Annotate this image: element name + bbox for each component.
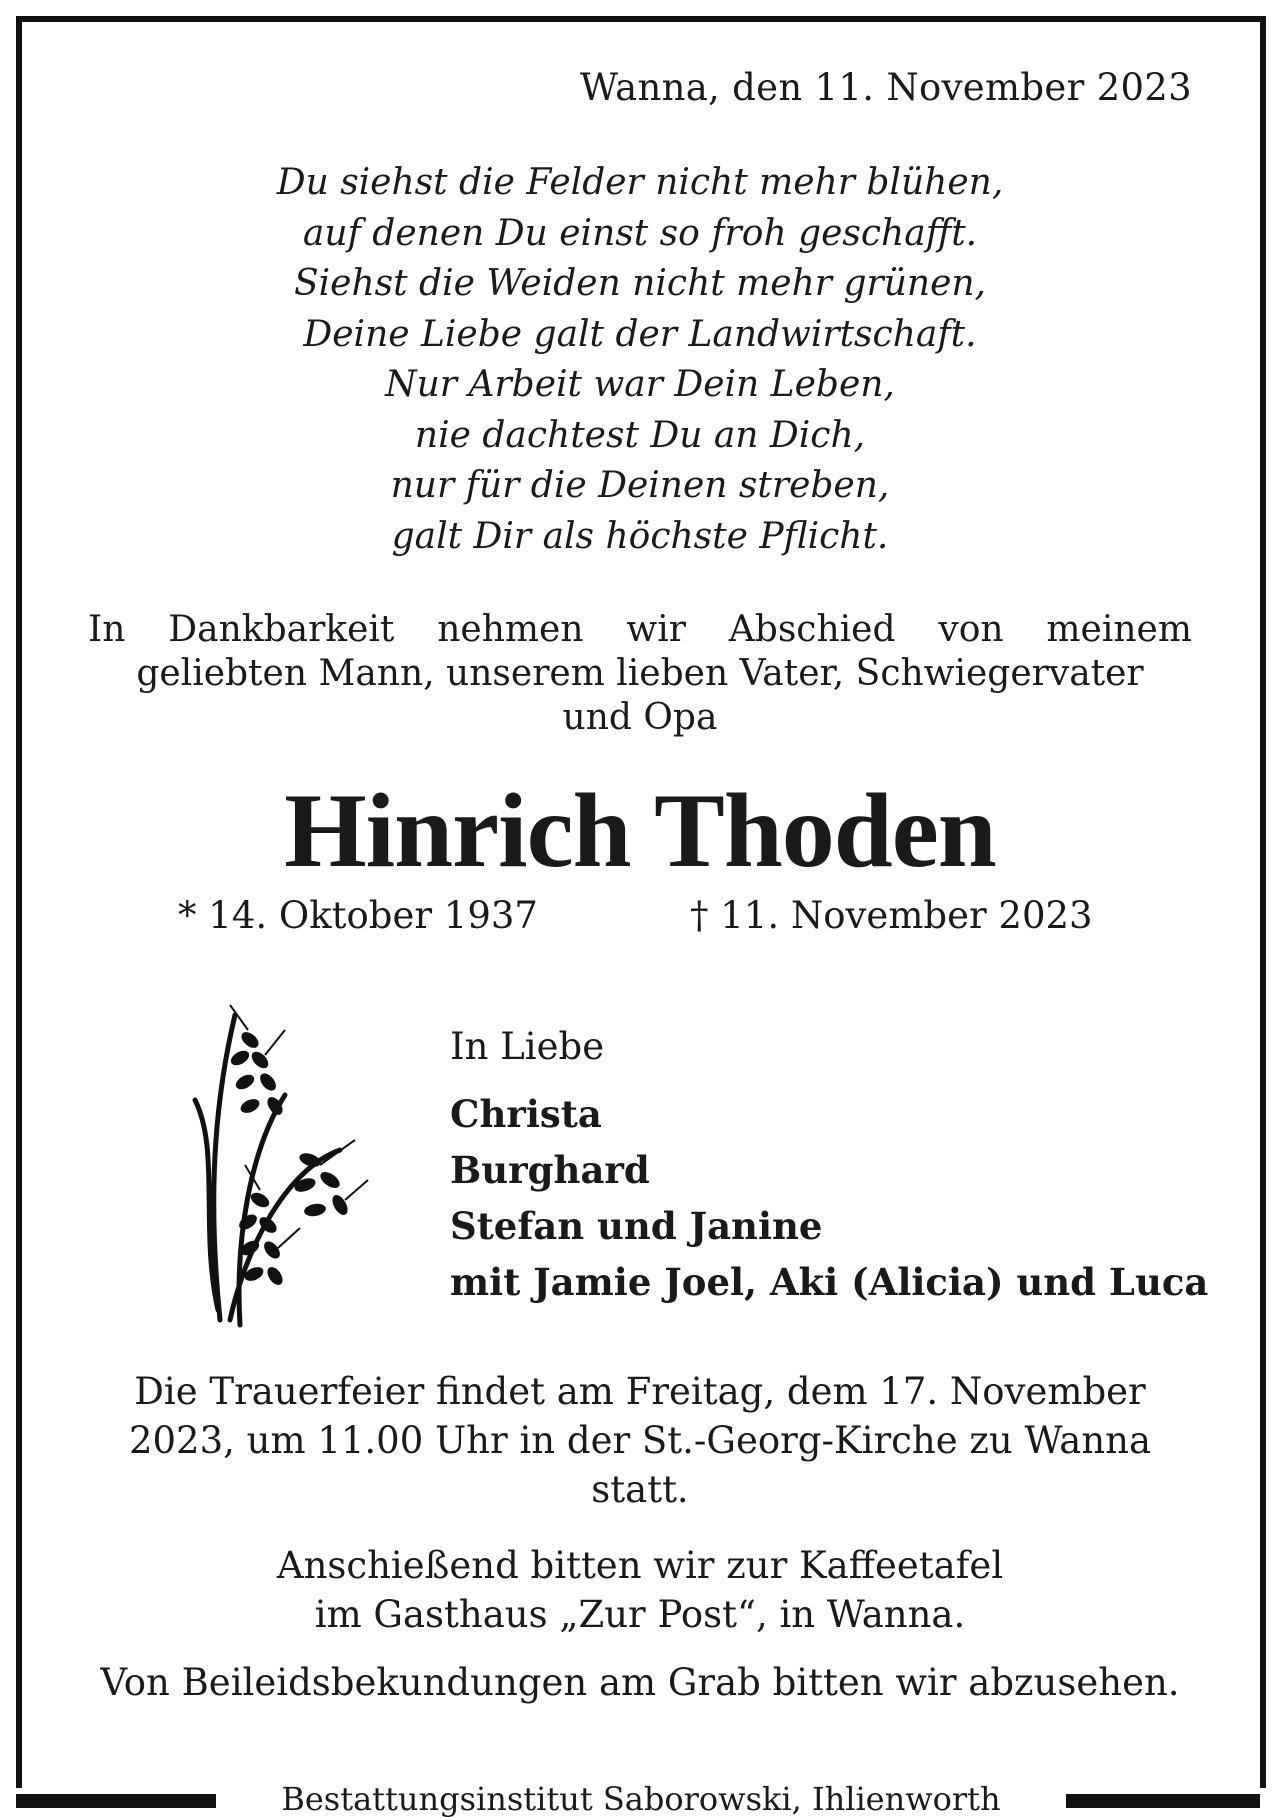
- poem-line: galt Dir als höchste Pflicht.: [391, 515, 889, 557]
- intro-line: In Dankbarkeit nehmen wir Abschied von meinem: [88, 609, 1192, 650]
- poem-line: Du siehst die Felder nicht mehr blühen,: [276, 162, 1004, 203]
- coffee-line: im Gasthaus „Zur Post“, in Wanna.: [314, 1593, 966, 1636]
- poem-line: Nur Arbeit war Dein Leben,: [385, 364, 895, 405]
- poem-line: nie dachtest Du an Dich,: [414, 414, 866, 456]
- family-member: Stefan und Janine: [450, 1204, 823, 1248]
- poem: [0, 158, 1280, 562]
- poem-line: Siehst die Weiden nicht mehr grünen,: [293, 263, 986, 304]
- coffee-line: Anschießend bitten wir zur Kaffeetafel: [276, 1544, 1004, 1587]
- death-date: † 11. November 2023: [690, 894, 1093, 937]
- deceased-name: Hinrich Thoden: [284, 772, 996, 889]
- condolence-note: Von Beileidsbekundungen am Grab bitten wir abzusehen.: [100, 1661, 1180, 1704]
- service-line: Die Trauerfeier findet am Freitag, dem 17. November: [134, 1370, 1146, 1413]
- funeral-service-info: [0, 1367, 1280, 1514]
- family-intro: In Liebe: [450, 1025, 605, 1068]
- poem-line: Deine Liebe galt der Landwirtschaft.: [303, 313, 977, 355]
- intro-line: und Opa: [562, 697, 718, 738]
- intro-line: geliebten Mann, unserem lieben Vater, Schwiegervater: [136, 653, 1144, 694]
- service-line: statt.: [591, 1468, 689, 1511]
- poem-line: auf denen Du einst so froh geschafft.: [302, 212, 978, 254]
- footer-rule-right: [1066, 1794, 1260, 1808]
- coffee-invitation: [0, 1541, 1280, 1639]
- service-line: 2023, um 11.00 Uhr in der St.-Georg-Kirche zu Wanna: [128, 1419, 1152, 1462]
- poem-line: nur für die Deinen streben,: [390, 465, 890, 506]
- place-date: Wanna, den 11. November 2023: [579, 66, 1192, 109]
- farewell-intro: [88, 608, 1192, 740]
- funeral-home: Bestattungsinstitut Saborowski, Ihlienworth: [281, 1780, 1001, 1818]
- wheat-ears-icon: [190, 1000, 370, 1330]
- family-block: [450, 1025, 1208, 1310]
- family-member: mit Jamie Joel, Aki (Alicia) und Luca: [450, 1260, 1209, 1304]
- family-member: Christa: [450, 1092, 602, 1136]
- family-member: Burghard: [450, 1148, 650, 1192]
- footer-rule-left: [16, 1794, 216, 1808]
- birth-date: * 14. Oktober 1937: [178, 894, 538, 937]
